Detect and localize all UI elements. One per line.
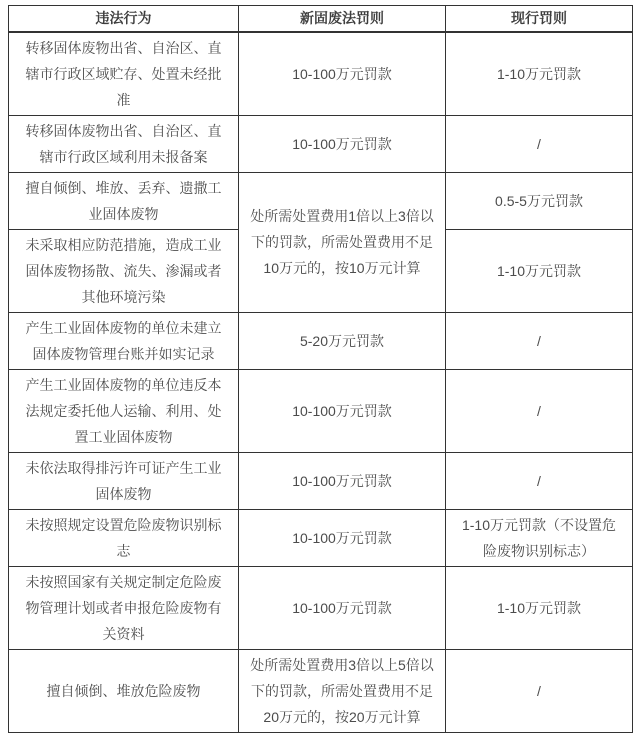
violation-cell: 未按照规定设置危险废物识别标志 <box>9 509 239 566</box>
current-penalty-cell: 1-10万元罚款 <box>446 32 633 116</box>
current-penalty-cell: / <box>446 452 633 509</box>
table-row <box>9 172 633 229</box>
new-penalty-cell: 处所需处置费用3倍以上5倍以下的罚款，所需处置费用不足20万元的，按20万元计算 <box>239 649 446 732</box>
penalty-comparison-table <box>8 5 633 733</box>
new-penalty-cell: 10-100万元罚款 <box>239 32 446 116</box>
col-header-new-law-penalty: 新固废法罚则 <box>239 6 446 32</box>
violation-cell: 擅自倾倒、堆放、丢弃、遗撒工业固体废物 <box>9 172 239 229</box>
table-row <box>9 566 633 649</box>
current-penalty-cell: / <box>446 312 633 369</box>
table-row <box>9 115 633 172</box>
col-header-violation: 违法行为 <box>9 6 239 32</box>
new-penalty-cell: 10-100万元罚款 <box>239 566 446 649</box>
new-penalty-cell: 10-100万元罚款 <box>239 452 446 509</box>
current-penalty-cell: 1-10万元罚款 <box>446 566 633 649</box>
table-row <box>9 32 633 116</box>
current-penalty-cell: 0.5-5万元罚款 <box>446 172 633 229</box>
table-row <box>9 452 633 509</box>
table-row <box>9 649 633 732</box>
new-penalty-cell: 10-100万元罚款 <box>239 509 446 566</box>
violation-cell: 转移固体废物出省、自治区、直辖市行政区域贮存、处置未经批准 <box>9 32 239 116</box>
table-row <box>9 509 633 566</box>
violation-cell: 转移固体废物出省、自治区、直辖市行政区域利用未报备案 <box>9 115 239 172</box>
current-penalty-cell: 1-10万元罚款 <box>446 229 633 312</box>
new-penalty-cell-merged: 处所需处置费用1倍以上3倍以下的罚款，所需处置费用不足10万元的，按10万元计算 <box>239 172 446 312</box>
table-header-row <box>9 6 633 32</box>
violation-cell: 未按照国家有关规定制定危险废物管理计划或者申报危险废物有关资料 <box>9 566 239 649</box>
new-penalty-cell: 5-20万元罚款 <box>239 312 446 369</box>
new-penalty-cell: 10-100万元罚款 <box>239 115 446 172</box>
current-penalty-cell: / <box>446 115 633 172</box>
violation-cell: 产生工业固体废物的单位违反本法规定委托他人运输、利用、处置工业固体废物 <box>9 369 239 452</box>
current-penalty-cell: / <box>446 649 633 732</box>
violation-cell: 未采取相应防范措施，造成工业固体废物扬散、流失、渗漏或者其他环境污染 <box>9 229 239 312</box>
col-header-current-penalty: 现行罚则 <box>446 6 633 32</box>
table-row <box>9 312 633 369</box>
new-penalty-cell: 10-100万元罚款 <box>239 369 446 452</box>
current-penalty-cell: 1-10万元罚款（不设置危险废物识别标志） <box>446 509 633 566</box>
violation-cell: 擅自倾倒、堆放危险废物 <box>9 649 239 732</box>
violation-cell: 未依法取得排污许可证产生工业固体废物 <box>9 452 239 509</box>
table-row <box>9 369 633 452</box>
violation-cell: 产生工业固体废物的单位未建立固体废物管理台账并如实记录 <box>9 312 239 369</box>
current-penalty-cell: / <box>446 369 633 452</box>
